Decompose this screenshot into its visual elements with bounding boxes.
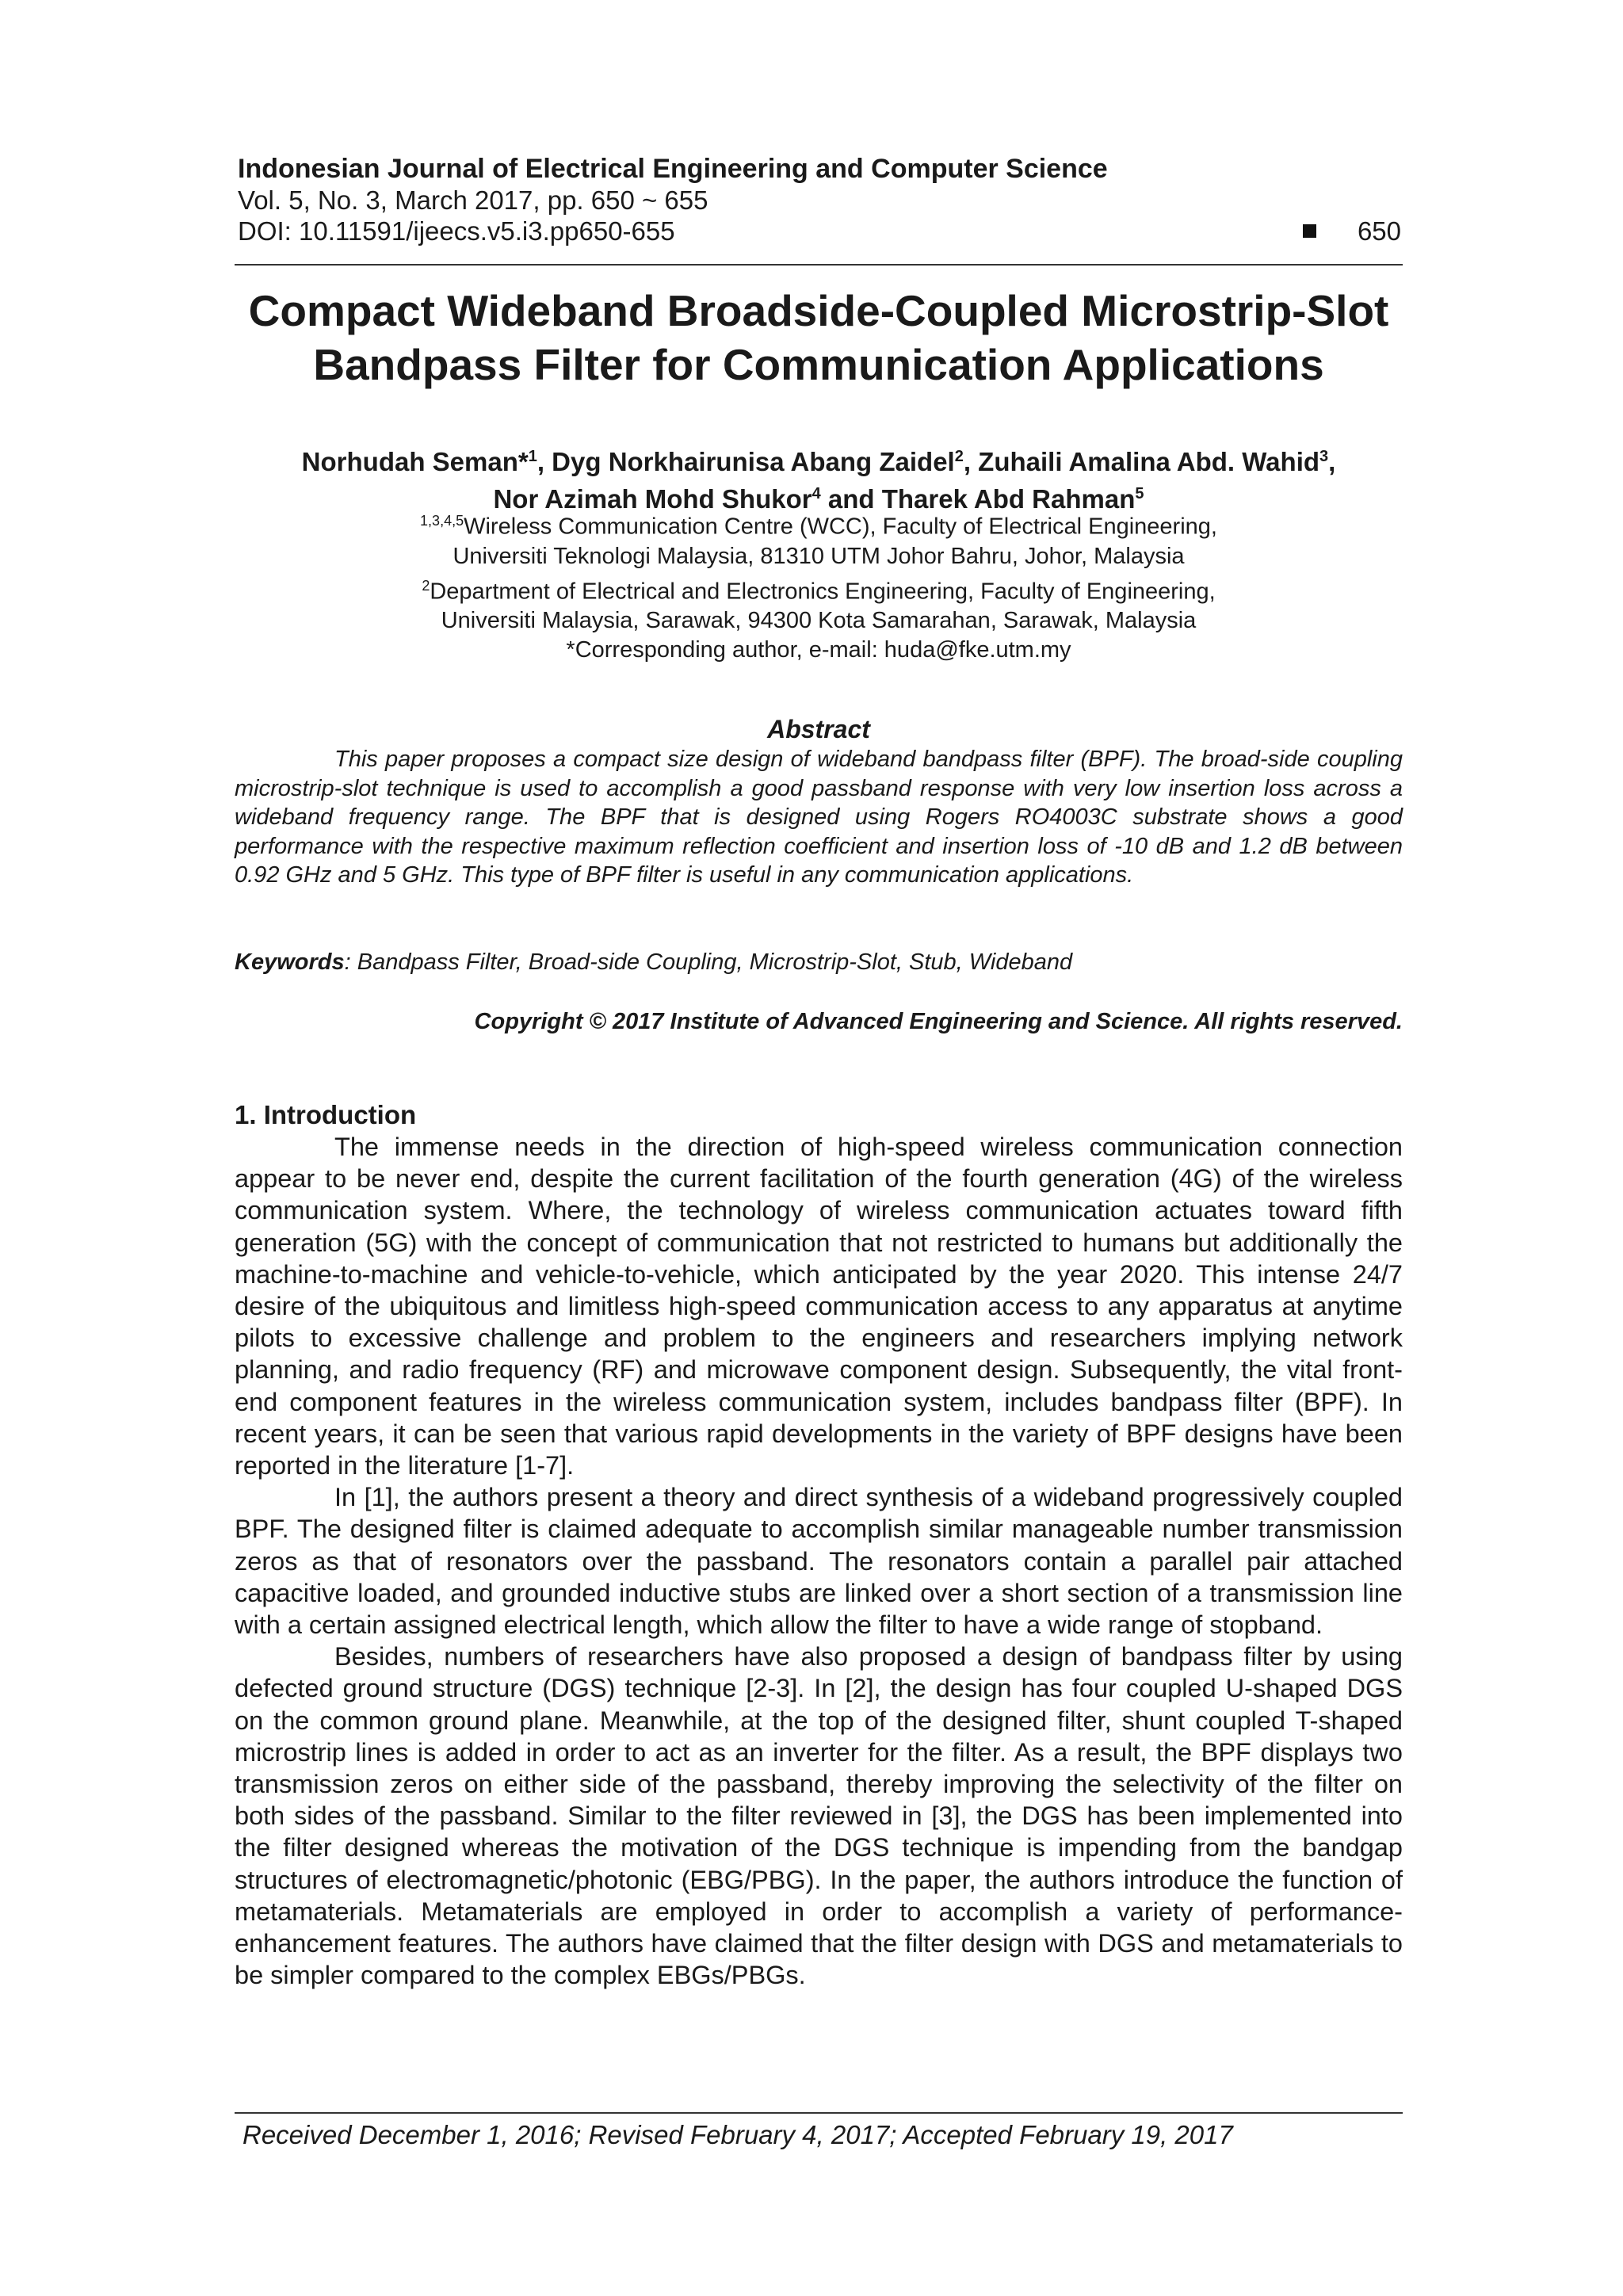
intro-paragraph-1: The immense needs in the direction of high-speed wireless communication connection appear to be never end, despite the current facilitation of the fourth generation (4G) of the wireless communication system. Where, the technology of wireless communication actuates toward fifth generation (5G) with the concept of communication that not restricted to humans but additionally the machine-to-machine and vehicle-to-vehicle, which anticipated by the year 2020. This intense 24/7 desire of the ubiquitous and limitless high-speed communication access to any apparatus at anytime pilots to excessive challenge and problem to the engineers and researchers implying network planning, and radio frequency (RF) and microwave component design. Subsequently, the vital front-end component features in the wireless communication system, includes bandpass filter (BPF). In recent years, it can be seen that various rapid developments in the variety of BPF designs have been reported in the literature [1-7]. [235, 1133, 1403, 1480]
section-heading: 1. Introduction [235, 1100, 417, 1129]
page-number: 650 [1357, 216, 1401, 246]
introduction-body [235, 1131, 1403, 1991]
square-bullet-icon [1303, 224, 1316, 238]
keywords-label: Keywords [235, 949, 345, 975]
author-2: , Dyg Norkhairunisa Abang Zaidel [537, 447, 955, 476]
author-2-affil: 2 [954, 448, 964, 465]
abstract-heading: Abstract [767, 715, 870, 743]
affiliation-1-line-1 [235, 506, 1403, 542]
title-line-2: Bandpass Filter for Communication Applications [313, 340, 1324, 389]
author-list [235, 441, 1403, 515]
keywords [235, 948, 1403, 976]
affiliations [235, 506, 1403, 665]
keywords-list: : Bandpass Filter, Broad-side Coupling, Microstrip-Slot, Stub, Wideband [344, 949, 1073, 975]
doi: DOI: 10.11591/ijeecs.v5.i3.pp650-655 [238, 216, 675, 246]
author-3-tail: , [1328, 447, 1336, 476]
received-dates: Received December 1, 2016; Revised February 4, 2017; Accepted February 19, 2017 [242, 2120, 1233, 2149]
paper-title [235, 284, 1403, 392]
page-number-group [1303, 216, 1401, 246]
author-1: Norhudah Seman* [301, 447, 529, 476]
affiliation-2-line-1 [235, 571, 1403, 607]
author-3: , Zuhaili Amalina Abd. Wahid [963, 447, 1320, 476]
affiliation-2-marker: 2 [422, 577, 430, 594]
title-line-1: Compact Wideband Broadside-Coupled Microstrip-Slot [248, 286, 1389, 335]
affiliation-1-line-2: Universiti Teknologi Malaysia, 81310 UTM Johor Bahru, Johor, Malaysia [453, 543, 1185, 569]
author-line-1 [235, 441, 1403, 478]
author-4-affil: 4 [812, 485, 821, 502]
author-5: and Tharek Abd Rahman [820, 484, 1136, 514]
journal-name: Indonesian Journal of Electrical Engineering and Computer Science [238, 154, 1108, 184]
author-4: Nor Azimah Mohd Shukor [493, 484, 812, 514]
intro-paragraph-2: In [1], the authors present a theory and direct synthesis of a wideband progressively coupled BPF. The designed filter is claimed adequate to accomplish similar manageable number transmission zeros as that of resonators over the passband. The resonators contain a parallel pair attached capacitive loaded, and grounded inductive stubs are linked over a short section of a transmission line with a certain assigned electrical length, which allow the filter to have a wide range of stopband. [235, 1483, 1403, 1640]
corresponding-author: *Corresponding author, e-mail: huda@fke.utm.my [566, 637, 1071, 663]
author-3-affil: 3 [1319, 448, 1329, 465]
affiliation-1-marker: 1,3,4,5 [420, 513, 464, 529]
footer-divider [235, 2112, 1403, 2114]
intro-paragraph-3: Besides, numbers of researchers have also proposed a design of bandpass filter by using defected ground structure (DGS) technique [2-3]. In [2], the design has four coupled U-shaped DGS on the common ground plane. Meanwhile, at the top of the designed filter, shunt coupled T-shaped microstrip lines is added in order to act as an inverter for the filter. As a result, the BPF displays two transmission zeros on either side of the passband, thereby improving the selectivity of the filter on both sides of the passband. Similar to the filter reviewed in [3], the DGS has been implemented into the filter designed whereas the motivation of the DGS technique is impending from the bandgap structures of electromagnetic/photonic (EBG/PBG). In the paper, the authors introduce the function of metamaterials. Metamaterials are employed in order to accomplish a variety of performance-enhancement features. The authors have claimed that the filter design with DGS and metamaterials to be simpler compared to the complex EBGs/PBGs. [235, 1642, 1403, 1990]
copyright-notice: Copyright © 2017 Institute of Advanced Engineering and Science. All rights reserved. [474, 1009, 1403, 1034]
affiliation-2-text: Department of Electrical and Electronics Engineering, Faculty of Engineering, [430, 579, 1216, 605]
author-1-affil: 1 [528, 448, 537, 465]
abstract-text: This paper proposes a compact size design of wideband bandpass filter (BPF). The broad-side coupling microstrip-slot technique is used to accomplish a good passband response with very low insertion loss across a wideband frequency range. The BPF that is designed using Rogers RO4003C substrate shows a good performance with the respective maximum reflection coefficient and insertion loss of -10 dB and 1.2 dB between 0.92 GHz and 5 GHz. This type of BPF filter is useful in any communication applications. [235, 747, 1403, 888]
affiliation-1-text: Wireless Communication Centre (WCC), Faculty of Electrical Engineering, [464, 514, 1217, 540]
volume-line: Vol. 5, No. 3, March 2017, pp. 650 ~ 655 [238, 185, 708, 215]
abstract-body [235, 745, 1403, 890]
journal-header [238, 153, 1401, 246]
author-5-affil: 5 [1135, 485, 1144, 502]
doi-row [238, 216, 1401, 246]
header-divider [235, 264, 1403, 266]
affiliation-2-line-2: Universiti Malaysia, Sarawak, 94300 Kota Samarahan, Sarawak, Malaysia [441, 608, 1197, 634]
